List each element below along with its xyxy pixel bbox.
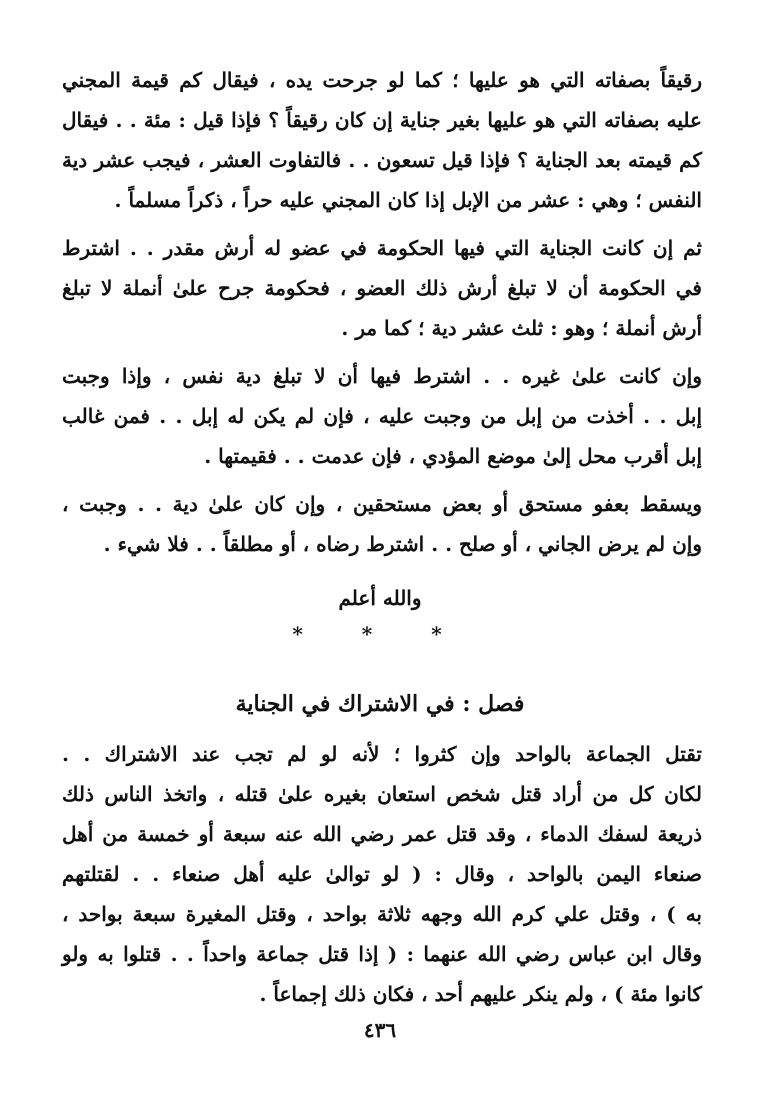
section-heading: فصل : في الاشتراك في الجناية [235,691,525,717]
text-line: به ) ، وقتل علي كرم الله وجهه ثلاثة بواحد ، وقتل المغيرة سبعة بواحد ، [62,902,702,926]
text-line: تقتل الجماعة بالواحد وإن كثروا ؛ لأنه لو لم تجب عند الاشتراك . . [62,742,702,766]
text-line: وإن لم يرض الجاني ، أو صلح . . اشترط رضاه ، أو مطلقاً . . فلا شيء . [103,532,702,556]
closing-phrase: والله أعلم [338,586,422,610]
text-line: ذريعة لسفك الدماء ، وقد قتل عمر رضي الله عنه سبعة أو خمسة من أهل [62,822,702,846]
text-line: وقال ابن عباس رضي الله عنهما : ( إذا قتل جماعة واحداً . . قتلوا به ولو [62,942,702,966]
text-line: ثم إن كانت الجناية التي فيها الحكومة في عضو له أرش مقدر . . اشترط [62,236,702,260]
text-line: وإن كانت علىٰ غيره . . اشترط فيها أن لا تبلغ دية نفس ، وإذا وجبت [62,364,702,388]
paragraph-5 [62,734,702,1014]
text-line: كم قيمته بعد الجناية ؟ فإذا قيل تسعون . . فالتفاوت العشر ، فيجب عشر دية [62,148,702,172]
paragraph-2 [62,228,702,348]
paragraph-4 [62,484,702,564]
text-line: رقيقاً بصفاته التي هو عليها ؛ كما لو جرحت يده ، فيقال كم قيمة المجني [62,68,702,92]
section-separator: * * * [292,622,468,646]
text-line: إبل أقرب محل إلىٰ موضع المؤدي ، فإن عدمت . . فقيمتها . [204,444,702,468]
text-line: صنعاء اليمن بالواحد ، وقال : ( لو توالىٰ عليه أهل صنعاء . . لقتلتهم [62,862,702,886]
text-line: كانوا مئة ) ، ولم ينكر عليهم أحد ، فكان ذلك إجماعاً . [259,982,702,1006]
text-line: أرش أنملة ؛ وهو : ثلث عشر دية ؛ كما مر . [341,316,702,340]
text-line: النفس ؛ وهي : عشر من الإبل إذا كان المجني عليه حراً ، ذكراً مسلماً . [114,188,702,212]
text-line: عليه بصفاته التي هو عليها بغير جناية إن كان رقيقاً ؟ فإذا قيل : مئة . . فيقال [62,108,702,132]
text-line: لكان كل من أراد قتل شخص استعان بغيره علىٰ قتله ، واتخذ الناس ذلك [62,782,702,806]
paragraph-1 [62,60,702,220]
paragraph-3 [62,356,702,476]
text-line: إبل . . أخذت من إبل من وجبت عليه ، فإن لم يكن له إبل . . فمن غالب [62,404,702,428]
page-number: ٤٣٦ [363,1018,397,1042]
text-line: في الحكومة أن لا تبلغ أرش ذلك العضو ، فحكومة جرح علىٰ أنملة لا تبلغ [62,276,702,300]
text-line: ويسقط بعفو مستحق أو بعض مستحقين ، وإن كان علىٰ دية . . وجبت ، [62,492,702,516]
